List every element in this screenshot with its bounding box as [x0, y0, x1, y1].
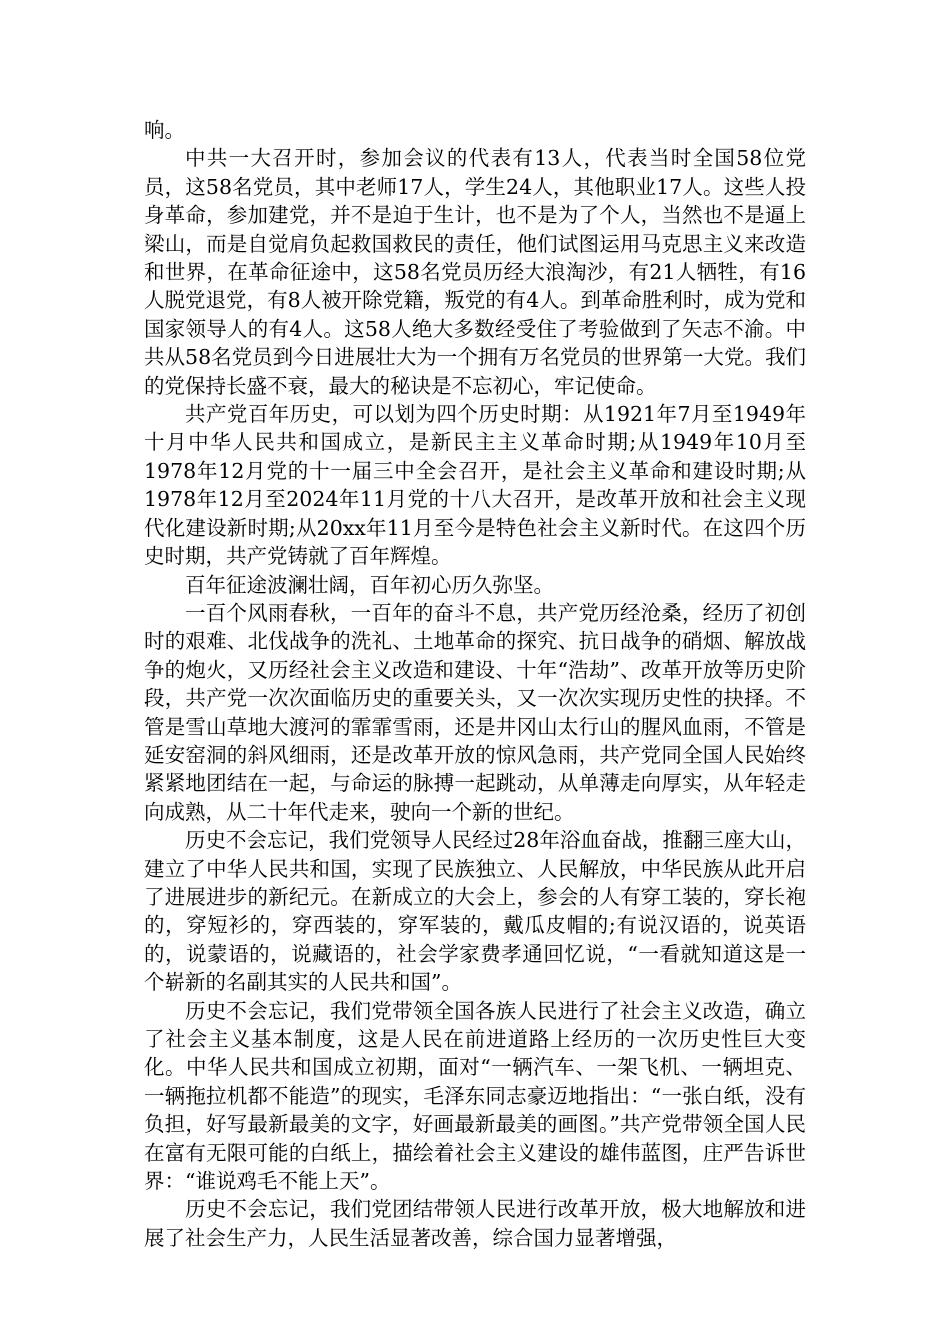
paragraph-1: 响。: [144, 118, 185, 142]
paragraph-3: 共产党百年历史，可以划为四个历史时期：从1921年7月至1949年十月中华人民共和国成立，是新民主主义革命时期;从1949年10月至1978年12月党的十一届三中全会召开，是社会主义革命和建设时期;从1978年12月至2024年11月党的十八大召开，是改革开放和社会主义现代化建设新时期;从20xx年11月至今是特色社会主义新时代。在这四个历史时期，共产党铸就了百年辉煌。: [144, 402, 806, 569]
document-page: [144, 116, 806, 1252]
paragraph-7: 历史不会忘记，我们党带领全国各族人民进行了社会主义改造，确立了社会主义基本制度，这是人民在前进道路上经历的一次历史性巨大变化。中华人民共和国成立初期，面对“一辆汽车、一架飞机、一辆坦克、一辆拖拉机都不能造”的现实，毛泽东同志豪迈地指出：“一张白纸，没有负担，好写最新最美的文字，好画最新最美的画图。”共产党带领全国人民在富有无限可能的白纸上，描绘着社会主义建设的雄伟蓝图，庄严告诉世界：“谁说鸡毛不能上天”。: [144, 998, 806, 1194]
paragraph-2: 中共一大召开时，参加会议的代表有13人，代表当时全国58位党员，这58名党员，其中老师17人，学生24人，其他职业17人。这些人投身革命，参加建党，并不是迫于生计，也不是为了个人，当然也不是逼上梁山，而是自觉肩负起救国救民的责任，他们试图运用马克思主义来改造和世界，在革命征途中，这58名党员历经大浪淘沙，有21人牺牲，有16人脱党退党，有8人被开除党籍，叛党的有4人。到革命胜利时，成为党和国家领导人的有4人。这58人绝大多数经受住了考验做到了矢志不渝。中共从58名党员到今日进展壮大为一个拥有万名党员的世界第一大党。我们的党保持长盛不衰，最大的秘诀是不忘初心，牢记使命。: [144, 146, 806, 398]
paragraph-4: 百年征途波澜壮阔，百年初心历久弥坚。: [185, 572, 554, 597]
paragraph-8: 历史不会忘记，我们党团结带领人民进行改革开放，极大地解放和进展了社会生产力，人民生活显著改善，综合国力显著增强，: [144, 1197, 806, 1250]
paragraph-6: 历史不会忘记，我们党领导人民经过28年浴血奋战，推翻三座大山，建立了中华人民共和国，实现了民族独立、人民解放，中华民族从此开启了进展进步的新纪元。在新成立的大会上，参会的人有穿工装的，穿长袍的，穿短衫的，穿西装的，穿军装的，戴瓜皮帽的;有说汉语的，说英语的，说蒙语的，说藏语的，社会学家费孝通回忆说，“一看就知道这是一个崭新的名副其实的人民共和国”。: [144, 828, 806, 995]
paragraph-5: 一百个风雨春秋，一百年的奋斗不息，共产党历经沧桑，经历了初创时的艰难、北伐战争的洗礼、土地革命的探究、抗日战争的硝烟、解放战争的炮火，又历经社会主义改造和建设、十年“浩劫”、改革开放等历史阶段，共产党一次次面临历史的重要关头，又一次次实现历史性的抉择。不管是雪山草地大渡河的霏霏雪雨，还是井冈山太行山的腥风血雨，不管是延安窑洞的斜风细雨，还是改革开放的惊风急雨，共产党同全国人民始终紧紧地团结在一起，与命运的脉搏一起跳动，从单薄走向厚实，从年轻走向成熟，从二十年代走来，驶向一个新的世纪。: [144, 600, 806, 824]
